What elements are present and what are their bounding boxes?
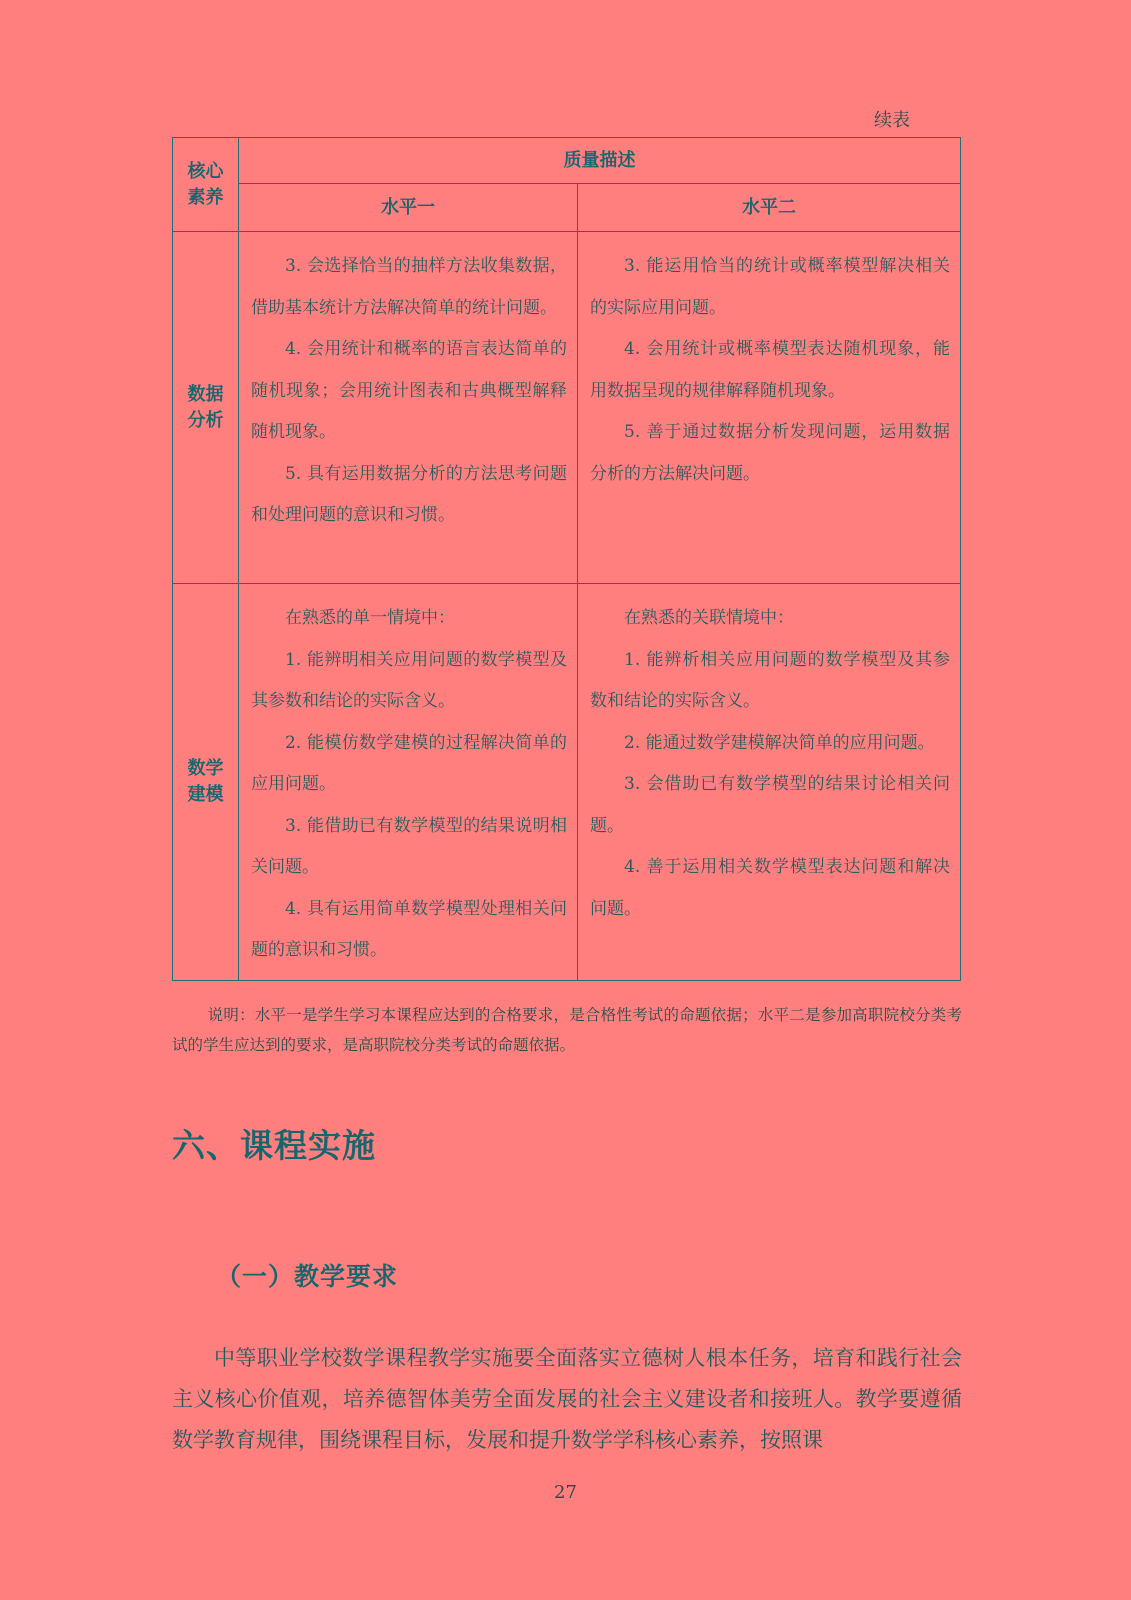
cell-paragraph: 3. 会借助已有数学模型的结果讨论相关问题。	[590, 774, 950, 836]
cell-paragraph: 5. 善于通过数据分析发现问题，运用数据分析的方法解决问题。	[590, 422, 950, 484]
section-title: 六、课程实施	[172, 1126, 376, 1165]
cell-paragraph: 1. 能辨析相关应用问题的数学模型及其参数和结论的实际含义。	[590, 649, 950, 711]
row-head-data-analysis	[173, 232, 239, 584]
cell-paragraph: 3. 能运用恰当的统计或概率模型解决相关的实际应用问题。	[590, 256, 950, 318]
cell-paragraph: 4. 具有运用简单数学模型处理相关问题的意识和习惯。	[251, 898, 567, 960]
header-core-literacy	[173, 138, 239, 232]
cell-paragraph: 4. 善于运用相关数学模型表达问题和解决问题。	[590, 857, 950, 919]
cell-paragraph: 在熟悉的关联情境中：	[624, 608, 794, 628]
page-number: 27	[554, 1482, 577, 1503]
cell-math-modeling-level-two	[578, 584, 961, 981]
cell-math-modeling-level-one	[239, 584, 578, 981]
cell-data-analysis-level-one	[239, 232, 578, 584]
table-note: 说明：水平一是学生学习本课程应达到的合格要求，是合格性考试的命题依据；水平二是参加高职院校分类考试的学生应达到的要求，是高职院校分类考试的命题依据。	[172, 1006, 962, 1054]
cell-paragraph: 在熟悉的单一情境中：	[285, 608, 455, 628]
table-row	[173, 232, 961, 584]
row-head-math-modeling	[173, 584, 239, 981]
subsection-title: （一）教学要求	[216, 1262, 399, 1291]
cell-paragraph: 1. 能辨明相关应用问题的数学模型及其参数和结论的实际含义。	[251, 649, 567, 711]
table-row	[173, 584, 961, 981]
row-head-label: 数学建模	[187, 757, 224, 805]
cell-paragraph: 2. 能模仿数学建模的过程解决简单的应用问题。	[251, 732, 567, 794]
cell-paragraph: 3. 能借助已有数学模型的结果说明相关问题。	[251, 815, 567, 877]
row-head-label: 数据分析	[187, 383, 224, 431]
body-paragraph: 中等职业学校数学课程教学实施要全面落实立德树人根本任务，培育和践行社会主义核心价值观，培养德智体美劳全面发展的社会主义建设者和接班人。教学要遵循数学教育规律，围绕课程目标，发展和提升数学学科核心素养，按照课	[172, 1346, 962, 1452]
continued-label: 续表	[874, 110, 910, 131]
header-core-label: 核心素养	[187, 160, 224, 208]
header-quality-description: 质量描述	[239, 138, 961, 184]
header-level-one: 水平一	[239, 184, 578, 232]
cell-paragraph: 2. 能通过数学建模解决简单的应用问题。	[624, 732, 935, 753]
quality-description-table	[172, 137, 961, 981]
cell-paragraph: 3. 会选择恰当的抽样方法收集数据，借助基本统计方法解决简单的统计问题。	[251, 256, 567, 318]
cell-paragraph: 5. 具有运用数据分析的方法思考问题和处理问题的意识和习惯。	[251, 463, 567, 525]
header-level-two: 水平二	[578, 184, 961, 232]
cell-paragraph: 4. 会用统计或概率模型表达随机现象，能用数据呈现的规律解释随机现象。	[590, 339, 950, 401]
cell-data-analysis-level-two	[578, 232, 961, 584]
cell-paragraph: 4. 会用统计和概率的语言表达简单的随机现象；会用统计图表和古典概型解释随机现象。	[251, 339, 567, 442]
